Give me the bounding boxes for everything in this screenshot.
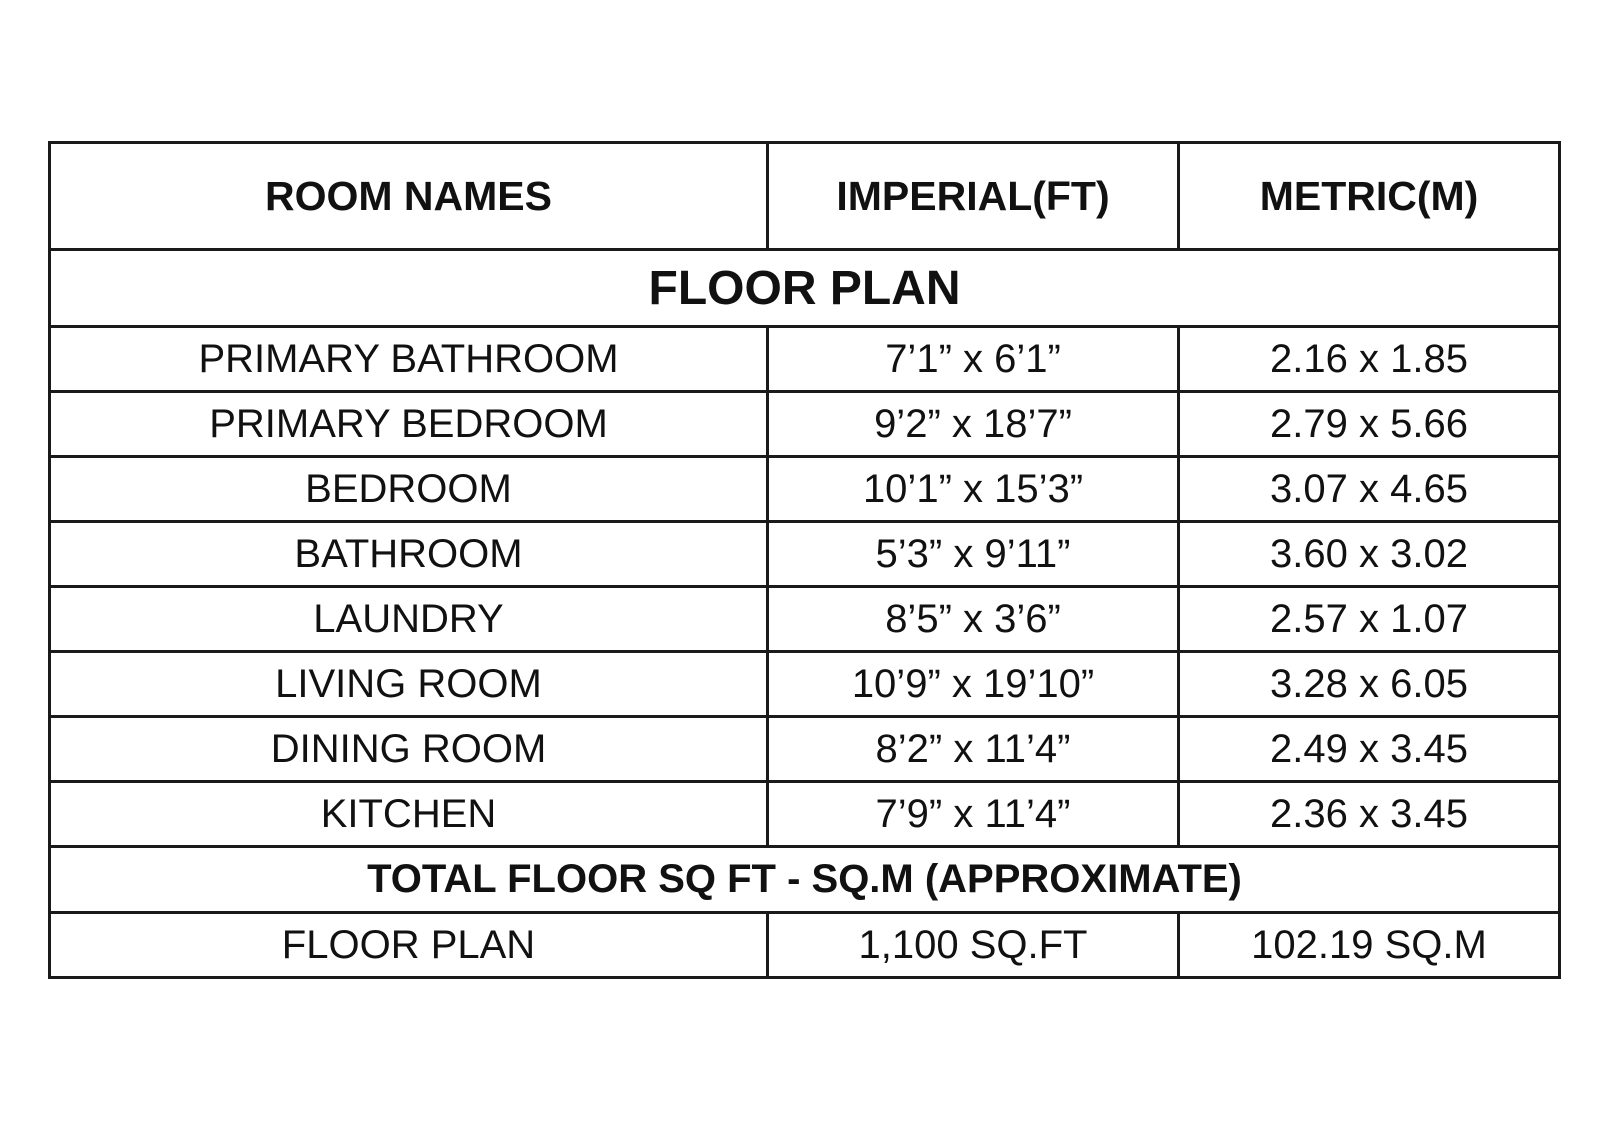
table-row: [50, 782, 1560, 847]
room-name-cell: KITCHEN: [50, 782, 768, 847]
metric-cell: 2.79 x 5.66: [1179, 392, 1560, 457]
metric-cell: 2.49 x 3.45: [1179, 717, 1560, 782]
room-name-cell: BEDROOM: [50, 457, 768, 522]
summary-name-cell: FLOOR PLAN: [50, 913, 768, 978]
header-metric: METRIC(M): [1179, 143, 1560, 250]
room-name-cell: PRIMARY BATHROOM: [50, 327, 768, 392]
metric-cell: 3.28 x 6.05: [1179, 652, 1560, 717]
table-row: [50, 652, 1560, 717]
total-title-row: [50, 847, 1560, 913]
imperial-cell: 7’1” x 6’1”: [768, 327, 1179, 392]
summary-row: [50, 913, 1560, 978]
summary-metric-cell: 102.19 SQ.M: [1179, 913, 1560, 978]
section-title-row: [50, 250, 1560, 327]
room-name-cell: PRIMARY BEDROOM: [50, 392, 768, 457]
table-header-row: [50, 143, 1560, 250]
room-name-cell: DINING ROOM: [50, 717, 768, 782]
imperial-cell: 8’5” x 3’6”: [768, 587, 1179, 652]
room-name-cell: BATHROOM: [50, 522, 768, 587]
imperial-cell: 5’3” x 9’11”: [768, 522, 1179, 587]
metric-cell: 3.60 x 3.02: [1179, 522, 1560, 587]
table-row: [50, 327, 1560, 392]
table-row: [50, 457, 1560, 522]
metric-cell: 3.07 x 4.65: [1179, 457, 1560, 522]
table-row: [50, 587, 1560, 652]
table-row: [50, 717, 1560, 782]
table-row: [50, 392, 1560, 457]
metric-cell: 2.16 x 1.85: [1179, 327, 1560, 392]
imperial-cell: 9’2” x 18’7”: [768, 392, 1179, 457]
room-name-cell: LIVING ROOM: [50, 652, 768, 717]
room-dimensions-table: [48, 141, 1561, 979]
metric-cell: 2.57 x 1.07: [1179, 587, 1560, 652]
imperial-cell: 8’2” x 11’4”: [768, 717, 1179, 782]
metric-cell: 2.36 x 3.45: [1179, 782, 1560, 847]
total-title: TOTAL FLOOR SQ FT - SQ.M (APPROXIMATE): [50, 847, 1560, 913]
room-name-cell: LAUNDRY: [50, 587, 768, 652]
imperial-cell: 10’1” x 15’3”: [768, 457, 1179, 522]
imperial-cell: 10’9” x 19’10”: [768, 652, 1179, 717]
header-room-names: ROOM NAMES: [50, 143, 768, 250]
header-imperial: IMPERIAL(FT): [768, 143, 1179, 250]
summary-imperial-cell: 1,100 SQ.FT: [768, 913, 1179, 978]
imperial-cell: 7’9” x 11’4”: [768, 782, 1179, 847]
section-title: FLOOR PLAN: [50, 250, 1560, 327]
table-row: [50, 522, 1560, 587]
